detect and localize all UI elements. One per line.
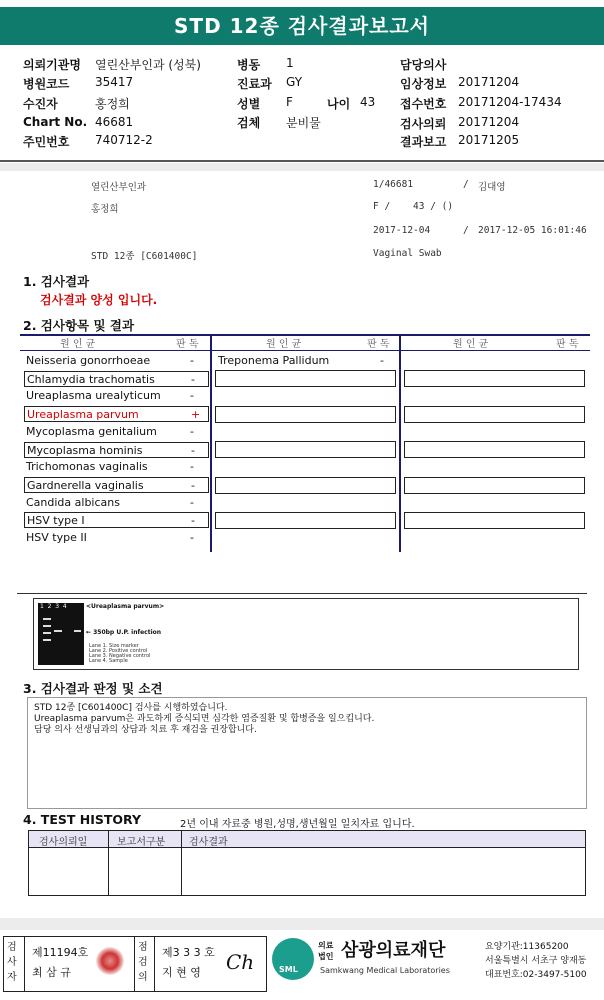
result-row [24,477,209,493]
gel-lane-numbers: 1 2 3 4 [40,603,67,610]
gel-image [38,603,84,665]
pathogen-result: - [190,389,194,403]
sub-patient: 홍정희 [91,204,119,215]
patient-value: 홍정희 [95,97,130,111]
sub-specimen: Vaginal Swab [373,248,442,259]
result-row [216,353,396,369]
sub-doctor-slash: / [463,179,469,190]
age-label: 나이 [327,97,351,111]
sub-chart-id: 1/46681 [373,179,414,190]
sex-label: 성별 [237,97,261,111]
org-prefix-1: 의료 [318,941,334,950]
history-table-header [29,831,585,848]
rrn-value: 740712-2 [95,133,153,147]
pathogen-result: - [191,514,195,528]
empty-cell [215,441,396,458]
findings-box [27,697,587,809]
col-divider-1 [210,334,212,552]
chart-label: Chart No. [23,115,88,129]
header-divider [0,160,604,162]
empty-cell [215,512,396,529]
gel-band [74,630,81,632]
gel-divider [17,593,587,594]
hospital-label: 의뢰기관명 [23,58,81,72]
doctor-label: 담당의사 [400,58,447,72]
grey-band-bottom [0,918,604,930]
dept-value: GY [286,75,303,89]
gel-legend-2: Lane 2. Positive control [89,648,148,654]
finding-line-3: 담당 의사 선생님과의 상담과 치료 후 재검을 권장합니다. [34,725,257,735]
results-table-header [20,334,590,351]
pathogen-name: HSV type I [27,514,85,528]
empty-cell [215,406,396,423]
grey-band-top [0,163,604,171]
pathogen-name: Trichomonas vaginalis [26,460,148,474]
gel-arrow-label: ← 350bp U.P. infection [86,629,162,636]
org-prefix-2: 법인 [318,952,334,961]
gel-caption: <Ureaplasma parvum> [86,603,165,610]
signature-divider [134,936,135,992]
result-date-label: 결과보고 [400,135,447,149]
history-divider [181,831,182,895]
pathogen-result: - [190,460,194,474]
pathogen-name: Mycoplasma hominis [27,443,143,457]
col1-pathogen-header: 원 인 균 [60,339,96,350]
chart-value: 46681 [95,115,134,129]
checker-signature: Ch [226,950,255,974]
org-phone: 대표번호:02-3497-5100 [485,970,587,980]
empty-cell [215,477,396,494]
pathogen-result: - [191,443,195,457]
org-address: 서울특별시 서초구 양재동 [485,956,587,966]
empty-cell [404,512,585,529]
empty-cell [215,370,396,387]
result-row [24,442,209,458]
pathogen-result: - [190,354,194,367]
checker-label: 점검의 [138,942,148,983]
gel-band [43,618,51,620]
result-row [24,459,209,475]
specimen-label: 검체 [237,116,261,130]
pathogen-name: Chlamydia trachomatis [27,372,155,386]
tester-label: 검사자 [7,942,17,983]
empty-cell [404,370,585,387]
section2-title: 2. 검사항목 및 결과 [23,318,135,333]
pathogen-name: HSV type II [26,531,87,544]
receipt-value: 20171204-17434 [458,95,562,109]
result-row [24,388,209,404]
request-label: 검사의뢰 [400,117,447,131]
col2-pathogen-header: 원 인 균 [266,339,302,350]
history-col-type: 보고서구분 [117,837,166,848]
sex-value: F [286,95,293,109]
col3-judge-header: 판 독 [556,339,579,350]
section4-title: 4. TEST HISTORY [23,812,142,827]
history-col-result: 검사결과 [189,837,228,848]
sub-date-slash: / [463,225,469,236]
pathogen-result: - [190,531,194,544]
hospital-value: 열린산부인과 (성북) [95,58,201,72]
history-note: 2년 이내 자료중 병원,성명,생년월일 일치자료 입니다. [180,819,415,830]
pathogen-name: Mycoplasma genitalium [26,424,157,438]
pathogen-name: Treponema Pallidum [218,354,330,367]
org-english-name: Samkwang Medical Laboratories [320,966,450,975]
org-name: 삼광의료재단 [341,940,446,961]
tester-name: 최 삼 규 [32,966,71,979]
gel-legend-4: Lane 4. Sample [89,658,128,664]
history-col-date: 검사의뢰일 [39,837,88,848]
gel-band [54,630,62,632]
result-row [24,406,209,422]
section1-title: 1. 검사결과 [23,274,90,289]
sub-test-code: STD 12종 [C601400C] [91,251,198,262]
col3-pathogen-header: 원 인 균 [453,339,489,350]
pathogen-result: - [190,424,194,438]
finding-line-1: STD 12종 [C601400C] 검사를 시행하였습니다. [34,703,228,713]
gel-band [43,639,51,641]
gel-legend-3: Lane 3. Negative control [89,653,151,659]
col-divider-2 [399,334,401,552]
empty-cell [404,477,585,494]
patient-label: 수진자 [23,97,58,111]
gel-band [43,625,51,627]
rrn-label: 주민번호 [23,135,70,149]
result-row [24,495,209,511]
col1-judge-header: 판 독 [176,339,199,350]
pathogen-name: Neisseria gonorrhoeae [26,354,151,367]
code-label: 병원코드 [23,77,70,91]
sml-logo-text: SML [279,965,298,974]
footer [0,932,604,996]
gel-legend-1: Lane 1. Size marker [89,643,139,649]
pathogen-name: Candida albicans [26,495,120,509]
result-row [24,424,209,440]
gel-band [43,632,51,634]
empty-cell [404,441,585,458]
clinical-label: 임상정보 [400,77,447,91]
checker-name: 지 현 영 [162,966,201,979]
pathogen-name: Gardnerella vaginalis [27,478,144,492]
result-row [24,353,209,369]
section3-title: 3. 검사결과 판정 및 소견 [23,681,163,696]
checker-no: 제3 3 3 호 [162,946,215,959]
sub-clinic: 열린산부인과 [91,182,147,193]
finding-line-2: Ureaplasma parvum은 과도하게 증식되면 심각한 염증질환 및 합병증을 일으킵니다. [34,714,375,724]
history-table [28,830,586,896]
result-summary: 검사결과 양성 입니다. [40,293,158,307]
ward-value: 1 [286,56,294,70]
ward-label: 병동 [237,58,261,72]
pathogen-result: - [190,495,194,509]
request-value: 20171204 [458,115,520,129]
pathogen-result: - [191,478,195,492]
dept-label: 진료과 [237,77,272,91]
pathogen-result: + [191,408,201,422]
sub-doctor-name: 김대영 [478,182,506,193]
sub-date2: 2017-12-05 16:01:46 [478,225,587,236]
empty-cell [404,406,585,423]
pathogen-result: - [191,372,195,386]
age-value: 43 [360,95,376,109]
sub-date1: 2017-12-04 [373,225,431,236]
code-value: 35417 [95,75,134,89]
result-row [24,512,209,528]
col2-judge-header: 판 독 [367,339,390,350]
specimen-value: 분비물 [286,116,321,130]
history-divider [108,831,109,895]
pathogen-name: Ureaplasma parvum [27,408,139,422]
result-row [24,371,209,387]
clinical-value: 20171204 [458,75,520,89]
result-date-value: 20171205 [458,133,520,147]
sub-sex-age: F / 43 / () [373,201,454,212]
report-title: STD 12종 검사결과보고서 [0,7,604,45]
signature-divider [154,936,155,992]
signature-divider [24,936,25,992]
care-code: 요양기관:11365200 [485,942,569,952]
pathogen-name: Ureaplasma urealyticum [26,389,161,403]
pathogen-result: - [380,354,384,367]
result-row [24,530,209,546]
tester-no: 제11194호 [32,946,89,959]
tester-seal-icon [96,947,124,975]
receipt-label: 접수번호 [400,97,447,111]
